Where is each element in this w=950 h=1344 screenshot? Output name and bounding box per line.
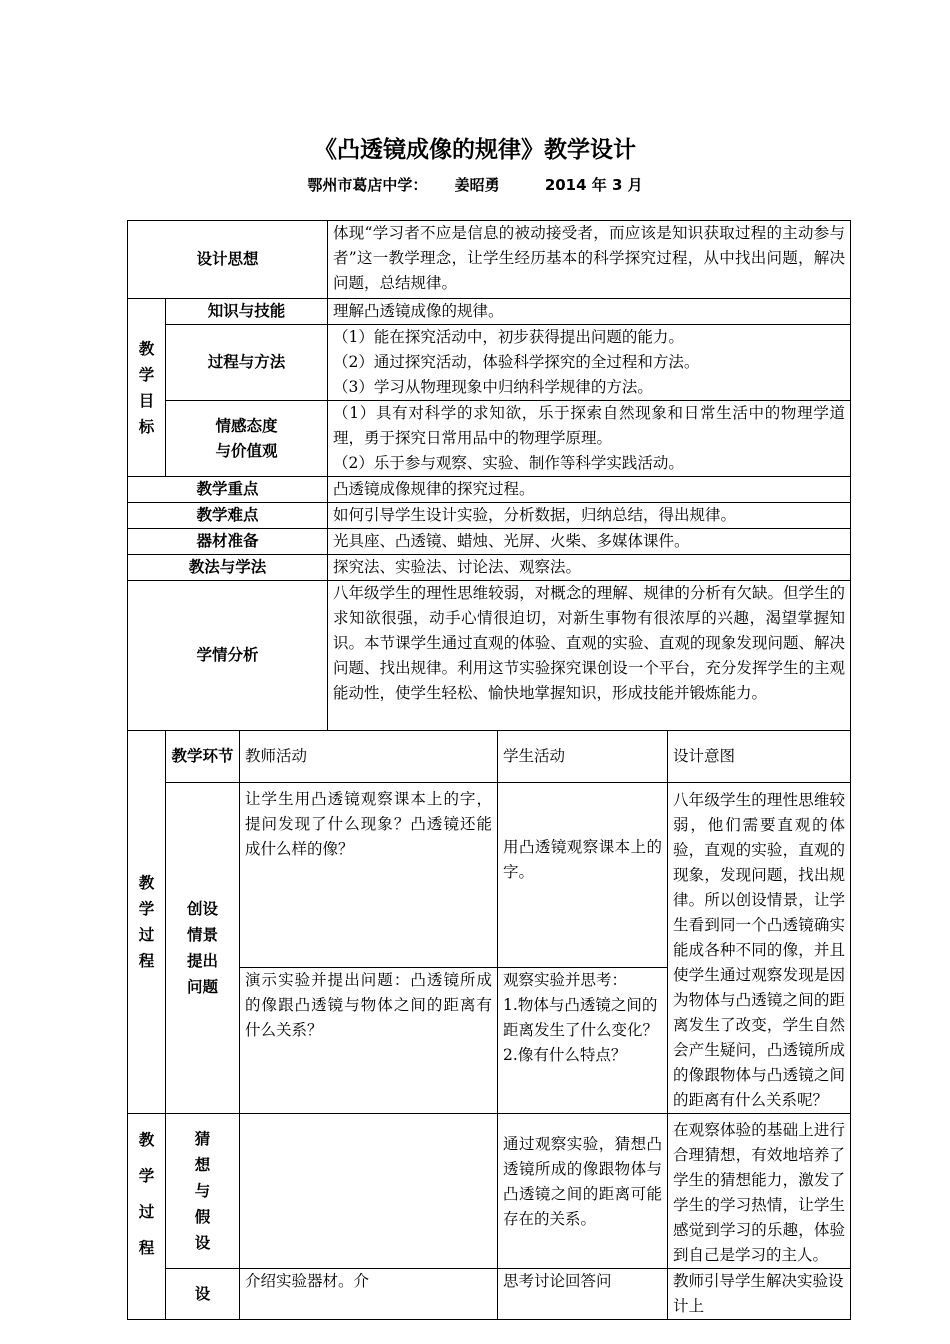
header-intent: 设计意图 (668, 731, 851, 783)
stage2-teacher-activity (240, 1114, 498, 1269)
methods-label: 教法与学法 (128, 555, 328, 581)
stage1-student-activity-1: 用凸透镜观察课本上的字。 (498, 783, 668, 968)
methods-text: 探究法、实验法、讨论法、观察法。 (328, 555, 851, 581)
stage1-teacher-activity-2: 演示实验并提出问题：凸透镜所成的像跟凸透镜与物体之间的距离有什么关系？ (240, 967, 498, 1113)
emotion-text: （1）具有对科学的求知欲，乐于探索自然现象和日常生活中的物理学道理，勇于探究日常用品中的物理学原理。 （2）乐于参与观察、实验、制作等科学实践活动。 (328, 401, 851, 477)
author-name: 姜昭勇 (454, 176, 500, 194)
design-idea-label: 设计思想 (128, 221, 328, 299)
stage1-teacher-activity-1: 让学生用凸透镜观察课本上的字，提问发现了什么现象？凸透镜还能成什么样的像？ (240, 783, 498, 968)
key-point-label: 教学重点 (128, 477, 328, 503)
header-teacher: 教师活动 (240, 731, 498, 783)
process-label-2: 教 学 过 程 (128, 1114, 166, 1320)
analysis-text: 八年级学生的理性思维较弱，对概念的理解、规律的分析有欠缺。但学生的求知欲很强，动手心情很迫切，对新生事物有很浓厚的兴趣，渴望掌握知识。本节课学生通过直观的体验、直观的实验、直观的现象发现问题、解决问题、找出规律。利用这节实验探究课创设一个平台，充分发挥学生的主观能动性，使学生轻松、愉快地掌握知识，形成技能并锻炼能力。 (328, 581, 851, 731)
lesson-plan-table (127, 220, 851, 1320)
stage3-teacher-activity: 介绍实验器材。介 (240, 1269, 498, 1320)
process-method-label: 过程与方法 (166, 325, 328, 401)
objectives-label: 教 学 目 标 (128, 299, 166, 477)
analysis-label: 学情分析 (128, 581, 328, 731)
header-stage: 教学环节 (166, 731, 240, 783)
stage1-student-activity-2: 观察实验并思考： 1.物体与凸透镜之间的距离发生了什么变化？ 2.像有什么特点？ (498, 967, 668, 1113)
equipment-text: 光具座、凸透镜、蜡烛、光屏、火柴、多媒体课件。 (328, 529, 851, 555)
document-subtitle (0, 174, 950, 195)
equipment-label: 器材准备 (128, 529, 328, 555)
design-idea-text: 体现“学习者不应是信息的被动接受者，而应该是知识获取过程的主动参与者”这一教学理念，让学生经历基本的科学探究过程，从中找出问题，解决问题，总结规律。 (328, 221, 851, 299)
stage3-intent: 教师引导学生解决实验设计上 (668, 1269, 851, 1320)
stage2-student-activity: 通过观察实验，猜想凸透镜所成的像跟物体与凸透镜之间的距离可能存在的关系。 (498, 1114, 668, 1269)
difficulty-text: 如何引导学生设计实验，分析数据，归纳总结，得出规律。 (328, 503, 851, 529)
knowledge-text: 理解凸透镜成像的规律。 (328, 299, 851, 325)
difficulty-label: 教学难点 (128, 503, 328, 529)
document-date: 2014 年 3 月 (544, 176, 643, 194)
knowledge-label: 知识与技能 (166, 299, 328, 325)
stage2-intent: 在观察体验的基础上进行合理猜想，有效地培养了学生的猜想能力，激发了学生的学习热情，让学生感觉到学习的乐趣，体验到自己是学习的主人。 (668, 1114, 851, 1269)
key-point-text: 凸透镜成像规律的探究过程。 (328, 477, 851, 503)
header-student: 学生活动 (498, 731, 668, 783)
process-method-text: （1）能在探究活动中，初步获得提出问题的能力。 （2）通过探究活动，体验科学探究的全过程和方法。 （3）学习从物理现象中归纳科学规律的方法。 (328, 325, 851, 401)
emotion-label: 情感态度 与价值观 (166, 401, 328, 477)
school-name: 鄂州市葛店中学： (307, 176, 428, 194)
stage1-label: 创设 情景 提出 问题 (166, 783, 240, 1114)
process-label: 教 学 过 程 (128, 731, 166, 1114)
document-title: 《凸透镜成像的规律》教学设计 (314, 137, 636, 163)
stage1-intent: 八年级学生的理性思维较弱，他们需要直观的体验，直观的实验，直观的现象，发现问题，找出规律。所以创设情景，让学生看到同一个凸透镜确实能成各种不同的像，并且使学生通过观察发现是因为物体与凸透镜之间的距离发生了改变，学生自然会产生疑问，凸透镜所成的像跟物体与凸透镜之间的距离有什么关系呢？ (668, 783, 851, 1114)
stage3-label: 设 (166, 1269, 240, 1320)
stage2-label: 猜 想 与 假 设 (166, 1114, 240, 1269)
stage3-student-activity: 思考讨论回答问 (498, 1269, 668, 1320)
